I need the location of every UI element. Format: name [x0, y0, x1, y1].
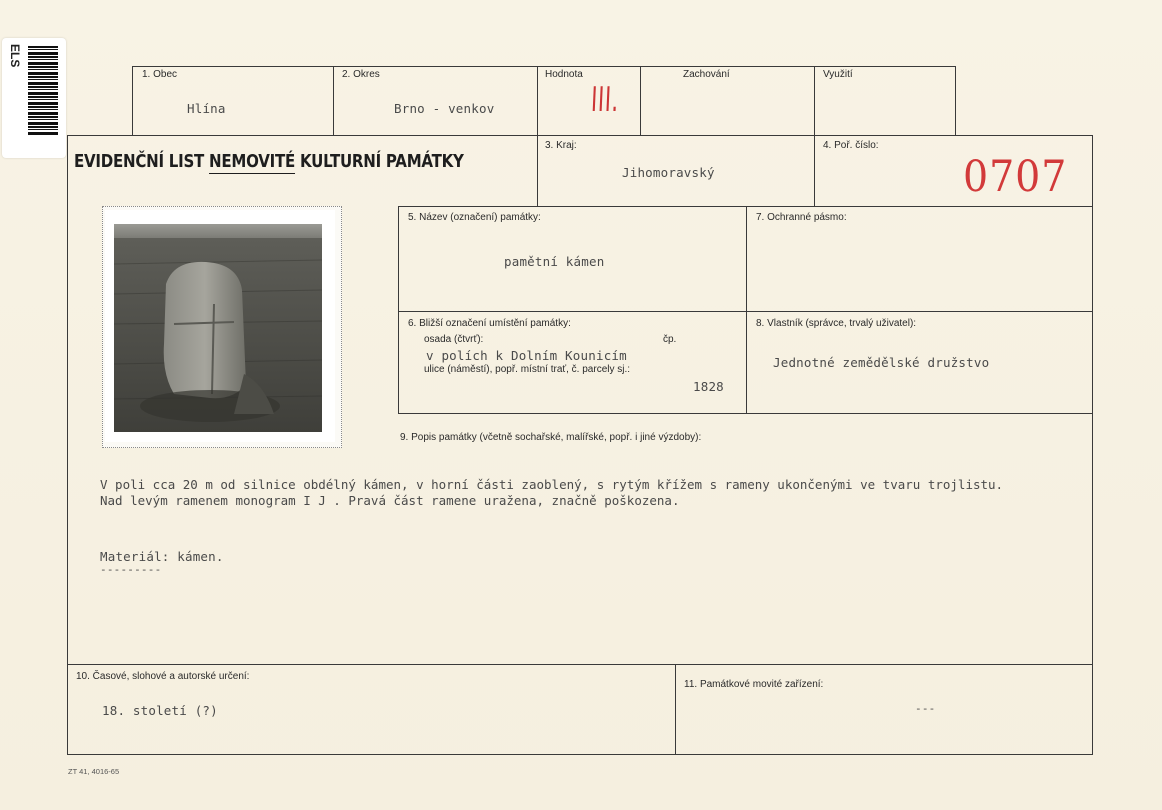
ulice-label: ulice (náměstí), popř. místní trať, č. parcely sj.: [424, 364, 631, 375]
por-cislo-value: 0707 [963, 152, 1068, 202]
vlastnik-value: Jednotné zemědělské družstvo [773, 355, 990, 370]
movite-value: --- [915, 702, 936, 715]
hodnota-value: III. [590, 80, 620, 120]
title-part-2: NEMOVITÉ [209, 152, 296, 172]
zachovani-label: Zachování [683, 69, 730, 80]
vlastnik-label: 8. Vlastník (správce, trvalý uživatel): [756, 318, 917, 329]
kraj-label: 3. Kraj: [545, 140, 577, 151]
popis-line-2: Nad levým ramenem monogram I J . Pravá část ramene uražena, značně poškozena. [100, 493, 680, 508]
grid-line [67, 664, 1093, 665]
title-part-3: KULTURNÍ PAMÁTKY [295, 152, 464, 172]
grid-line [955, 66, 956, 136]
page-title [74, 152, 464, 172]
title-part-1: EVIDENČNÍ LIST [74, 152, 210, 172]
nazev-label: 5. Název (označení) památky: [408, 212, 541, 223]
grid-line [67, 135, 68, 755]
barcode-icon [28, 46, 58, 136]
monument-photo [114, 224, 322, 432]
grid-line [537, 66, 538, 206]
osada-value: v polích k Dolním Kounicím [426, 348, 627, 363]
obec-label: 1. Obec [142, 69, 178, 80]
grid-line [814, 66, 815, 206]
osada-label: osada (čtvrť): [424, 334, 484, 345]
popis-label: 9. Popis památky (včetně sochařské, malířské, popř. i jiné výzdoby): [400, 432, 702, 443]
grid-line [132, 66, 956, 67]
casove-value: 18. století (?) [102, 703, 218, 718]
okres-label: 2. Okres [342, 69, 380, 80]
grid-line [1092, 135, 1093, 755]
material-value: Materiál: kámen. [100, 549, 224, 564]
obec-value: Hlína [187, 101, 226, 116]
umisteni-label: 6. Bližší označení umístění památky: [408, 318, 571, 329]
ochranne-pasmo-label: 7. Ochranné pásmo: [756, 212, 847, 223]
grid-line [67, 135, 1093, 136]
hodnota-label: Hodnota [545, 69, 583, 80]
stone-photo-icon [114, 224, 322, 432]
okres-value: Brno - venkov [394, 101, 495, 116]
kraj-value: Jihomoravský [622, 165, 715, 180]
grid-line [640, 66, 641, 136]
material-underline: --------- [100, 563, 162, 576]
parcela-value: 1828 [693, 379, 724, 394]
grid-line [746, 206, 747, 414]
nazev-value: pamětní kámen [504, 254, 605, 269]
grid-line [398, 311, 1093, 312]
por-cislo-label: 4. Poř. číslo: [823, 140, 879, 151]
grid-line [132, 66, 133, 136]
cp-label: čp. [663, 334, 677, 345]
popis-line-1: V poli cca 20 m od silnice obdélný kámen, v horní části zaoblený, s rytým křížem s rameny ukončenými ve tvaru trojlistu. [100, 477, 1004, 492]
grid-line [333, 66, 334, 136]
barcode-label: ELS [8, 44, 22, 68]
casove-label: 10. Časové, slohové a autorské určení: [76, 671, 250, 682]
grid-line [398, 413, 1093, 414]
grid-line [675, 664, 676, 754]
grid-line [398, 206, 399, 414]
grid-line [67, 754, 1093, 755]
vyuziti-label: Využití [823, 69, 853, 80]
form-code: ZT 41, 4016-65 [68, 767, 120, 776]
movite-label: 11. Památkové movité zařízení: [684, 679, 824, 690]
